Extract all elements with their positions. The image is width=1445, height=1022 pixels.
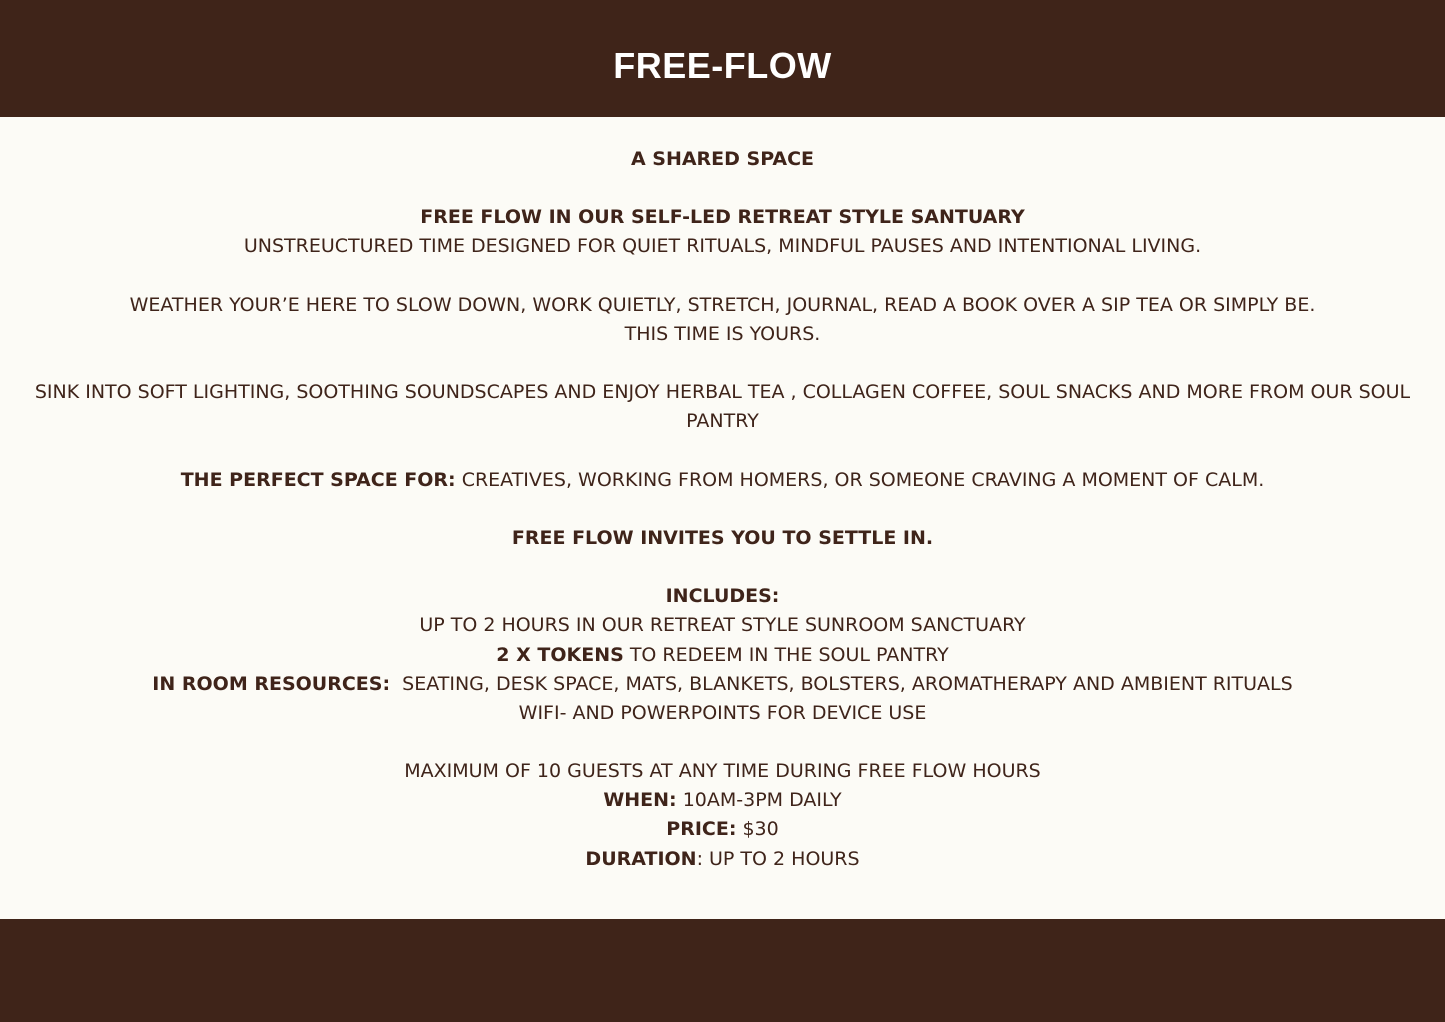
page-title: FREE-FLOW (613, 45, 832, 86)
when-label: WHEN: (603, 789, 677, 812)
invite-text: FREE FLOW INVITES YOU TO SETTLE IN. (511, 526, 934, 549)
sink-text: SINK INTO SOFT LIGHTING, SOOTHING SOUNDSCAPES AND ENJOY HERBAL TEA , COLLAGEN COFFEE, SOUL SNACKS AND MORE FROM OUR SOUL PANTRY (34, 381, 1411, 433)
duration-label: DURATION (585, 847, 697, 870)
section-heading: FREE FLOW IN OUR SELF-LED RETREAT STYLE SANTUARY (420, 206, 1025, 229)
perfect-space-line (0, 466, 1445, 495)
content-body (0, 145, 1445, 874)
tokens-text: TO REDEEM IN THE SOUL PANTRY (623, 643, 949, 666)
max-guests-text: MAXIMUM OF 10 GUESTS AT ANY TIME DURING FREE FLOW HOURS (404, 760, 1041, 783)
when-line (0, 786, 1445, 815)
header-band (0, 0, 1445, 117)
tokens-label: 2 X TOKENS (496, 643, 624, 666)
resources-text: SEATING, DESK SPACE, MATS, BLANKETS, BOLSTERS, AROMATHERAPY AND AMBIENT RITUALS (390, 672, 1293, 695)
weather-text: WEATHER YOUR’E HERE TO SLOW DOWN, WORK QUIETLY, STRETCH, JOURNAL, READ A BOOK OVER A SIP TEA OR SIMPLY BE. (129, 293, 1316, 316)
resources-label: IN ROOM RESOURCES: (152, 672, 391, 695)
spacer (0, 437, 1445, 466)
price-value: $30 (736, 818, 779, 841)
wifi-text: WIFI- AND POWERPOINTS FOR DEVICE USE (518, 701, 927, 724)
price-label: PRICE: (666, 818, 737, 841)
duration-value: : UP TO 2 HOURS (696, 847, 860, 870)
tokens-line (0, 641, 1445, 670)
price-line (0, 815, 1445, 844)
includes-hours: UP TO 2 HOURS IN OUR RETREAT STYLE SUNROOM SANCTUARY (419, 614, 1026, 637)
spacer (0, 553, 1445, 582)
spacer (0, 262, 1445, 291)
resources-line (0, 670, 1445, 699)
when-value: 10AM-3PM DAILY (676, 789, 842, 812)
spacer (0, 495, 1445, 524)
duration-line (0, 845, 1445, 874)
perfect-space-text: CREATIVES, WORKING FROM HOMERS, OR SOMEONE CRAVING A MOMENT OF CALM. (455, 468, 1265, 491)
intro-text: UNSTREUCTURED TIME DESIGNED FOR QUIET RITUALS, MINDFUL PAUSES AND INTENTIONAL LIVING. (243, 235, 1202, 258)
footer-band (0, 919, 1445, 1022)
subtitle: A SHARED SPACE (630, 148, 815, 170)
spacer (0, 728, 1445, 757)
perfect-space-label: THE PERFECT SPACE FOR: (180, 468, 456, 491)
includes-label: INCLUDES: (665, 585, 780, 608)
spacer (0, 174, 1445, 203)
time-text: THIS TIME IS YOURS. (624, 322, 821, 345)
spacer (0, 349, 1445, 378)
